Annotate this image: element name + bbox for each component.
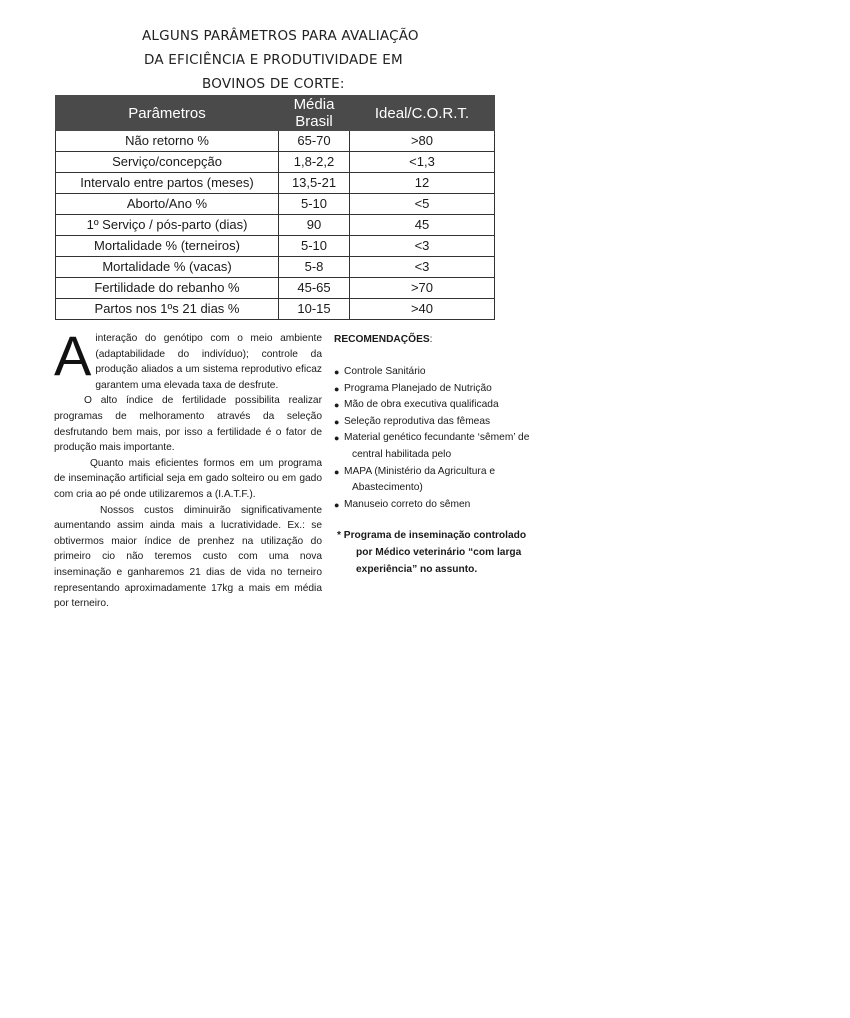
article-paragraph-3: Quanto mais eficientes formos em um programa de inseminação artificial seja em gado solteiro ou em gado com cria ao pé onde utilizaremos a (I.A.T.F.). [54,457,322,500]
list-item [334,381,534,398]
recommendations-section [334,334,534,578]
list-item-text: Manuseio correto do sêmen [344,498,471,510]
list-item-text: Controle Sanitário [344,366,426,377]
cell-ideal: >70 [350,278,495,299]
header-media-brasil: Média Brasil [279,96,350,131]
bullet-icon: ● [334,466,340,477]
list-item-continuation: Abastecimento) [352,482,423,494]
list-item-continuation: central habilitada pelo [352,448,452,460]
recommendations-colon: : [429,334,433,345]
cell-parameter: Não retorno % [56,131,279,152]
table-row [56,194,495,215]
title-line-1: ALGUNS PARÂMETROS PARA AVALIAÇÃO [142,28,419,44]
title-line-3: BOVINOS DE CORTE: [202,76,345,92]
list-item [334,414,534,431]
cell-media: 65-70 [279,131,350,152]
table-row [56,215,495,236]
table-row [56,236,495,257]
cell-media: 45-65 [279,278,350,299]
table-row [56,299,495,320]
article-paragraph-1: interação do genótipo com o meio ambiente (adaptabilidade do indivíduo); controle da produção aliados a um sistema reprodutivo eficaz garantem uma elevada taxa de desfrute. [95,333,322,391]
cell-parameter: Aborto/Ano % [56,194,279,215]
list-item-text: Material genético fecundante ‘sêmem’ de [344,432,530,444]
document-title [100,24,460,96]
list-item-text: Mão de obra executiva qualificada [344,399,499,411]
list-item [334,497,534,514]
cell-media: 5-10 [279,194,350,215]
cell-parameter: 1º Serviço / pós-parto (dias) [56,215,279,236]
inseminacao-note: * Programa de inseminação controlado por Médico veterinário “com larga experiência” no assunto. [337,530,527,575]
cell-media: 13,5-21 [279,173,350,194]
cell-ideal: <3 [350,236,495,257]
cell-ideal: <3 [350,257,495,278]
bullet-icon: ● [334,400,340,411]
bullet-icon: ● [334,433,340,444]
cell-ideal: 12 [350,173,495,194]
header-ideal: Ideal/C.O.R.T. [350,96,495,131]
list-item-text: MAPA (Ministério da Agricultura e [344,465,495,477]
table-row [56,173,495,194]
cell-parameter: Serviço/concepção [56,152,279,173]
article-paragraph-2: O alto índice de fertilidade possibilita realizar programas de melhoramento através da seleção desfrutando bem mais, por isso a fertilidade é o fator de produção mais importante. [54,395,322,454]
table-header-row [56,96,495,131]
cell-media: 10-15 [279,299,350,320]
article-body [54,324,322,612]
list-item-text: Programa Planejado de Nutrição [344,382,492,394]
header-parametros: Parâmetros [56,96,279,131]
list-item [334,464,534,497]
cell-parameter: Mortalidade % (terneiros) [56,236,279,257]
cell-parameter: Partos nos 1ºs 21 dias % [56,299,279,320]
recommendations-heading [334,334,534,345]
cell-ideal: <5 [350,194,495,215]
cell-ideal: >80 [350,131,495,152]
cell-ideal: >40 [350,299,495,320]
list-item [334,364,534,381]
bullet-icon: ● [334,416,340,427]
article-paragraph-4: Nossos custos diminuirão significativamente aumentando assim ainda mais a lucratividade. Ex.: se obtivermos maior índice de prenhez na utilização do primeiro cio não teremos custo com uma nova inseminação e ganharemos 21 dias de vida no terneiro representando aproximadamente 17kg a mais em média por terneiro. [54,504,322,610]
cell-ideal: 45 [350,215,495,236]
bullet-icon: ● [334,383,340,394]
cell-media: 5-10 [279,236,350,257]
bullet-icon: ● [334,499,340,510]
table-row [56,131,495,152]
cell-parameter: Intervalo entre partos (meses) [56,173,279,194]
cell-ideal: <1,3 [350,152,495,173]
cell-media: 1,8-2,2 [279,152,350,173]
bullet-icon: ● [334,367,340,377]
cell-parameter: Mortalidade % (vacas) [56,257,279,278]
cell-parameter: Fertilidade do rebanho % [56,278,279,299]
drop-cap: A [54,324,92,387]
title-line-2: DA EFICIÊNCIA E PRODUTIVIDADE EM [144,52,403,68]
list-item-text: Seleção reprodutiva das fêmeas [344,415,491,427]
cell-media: 90 [279,215,350,236]
recommendations-list [334,364,534,513]
table-row [56,152,495,173]
table-row [56,278,495,299]
list-item [334,397,534,414]
table-row [56,257,495,278]
recommendations-title: RECOMENDAÇÕES [334,334,430,345]
list-item [334,430,534,463]
cell-media: 5-8 [279,257,350,278]
parameters-table [55,95,495,320]
